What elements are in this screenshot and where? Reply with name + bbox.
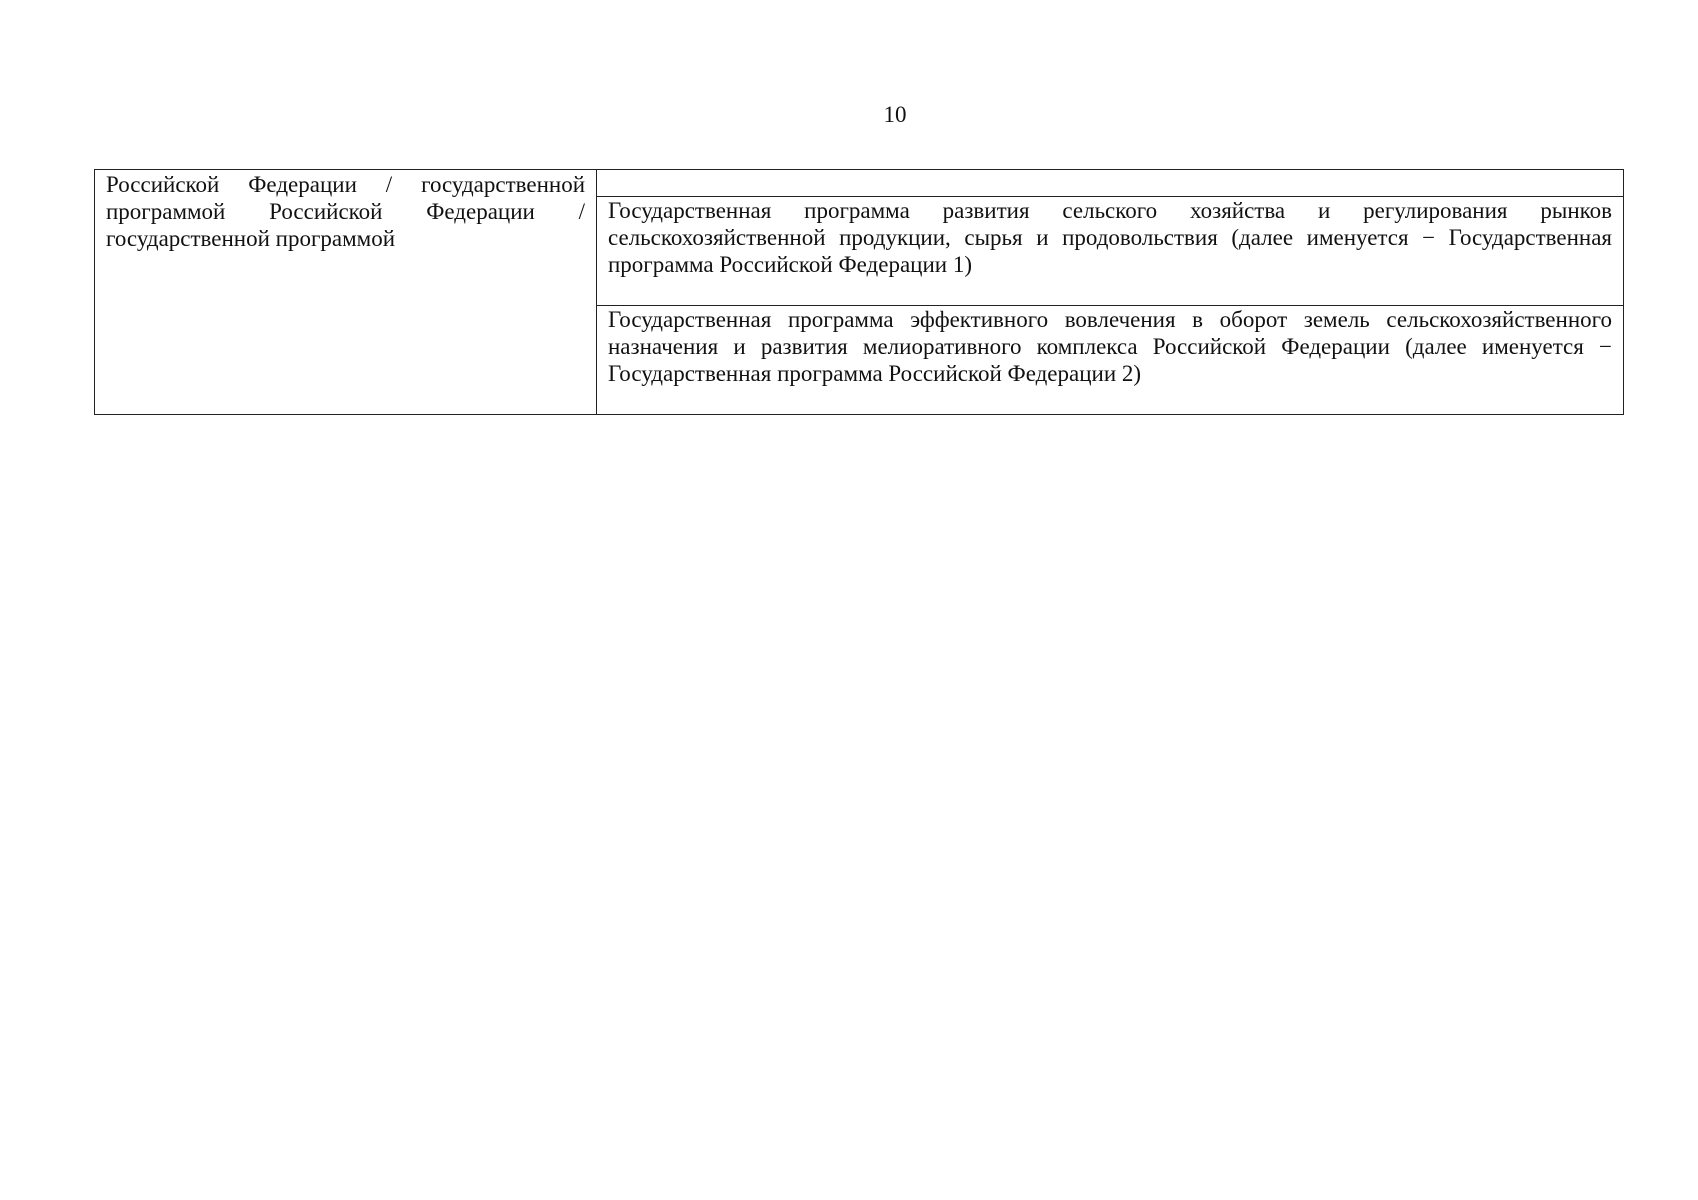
program-text-1: Государственная программа развития сельского хозяйства и регулирования рынков сельскохозяйственной продукции, сырья и продовольствия (далее именуется − Государственная программа Российской Федерации 1) xyxy=(608,198,1612,277)
table-row xyxy=(95,170,1624,197)
page-number: 10 xyxy=(883,102,907,127)
left-cell xyxy=(95,170,597,415)
left-cell-text: Российской Федерации / государственной программой Российской Федерации / государственной программой xyxy=(106,172,585,251)
program-cell-2 xyxy=(597,306,1624,415)
program-text-2: Государственная программа эффективного вовлечения в оборот земель сельскохозяйственного назначения и развития мелиоративного комплекса Российской Федерации (далее именуется − Государственная программа Российской Федерации 2) xyxy=(608,307,1612,386)
program-cell-1 xyxy=(597,197,1624,306)
program-table xyxy=(94,169,1624,415)
top-right-cell xyxy=(597,170,1624,197)
